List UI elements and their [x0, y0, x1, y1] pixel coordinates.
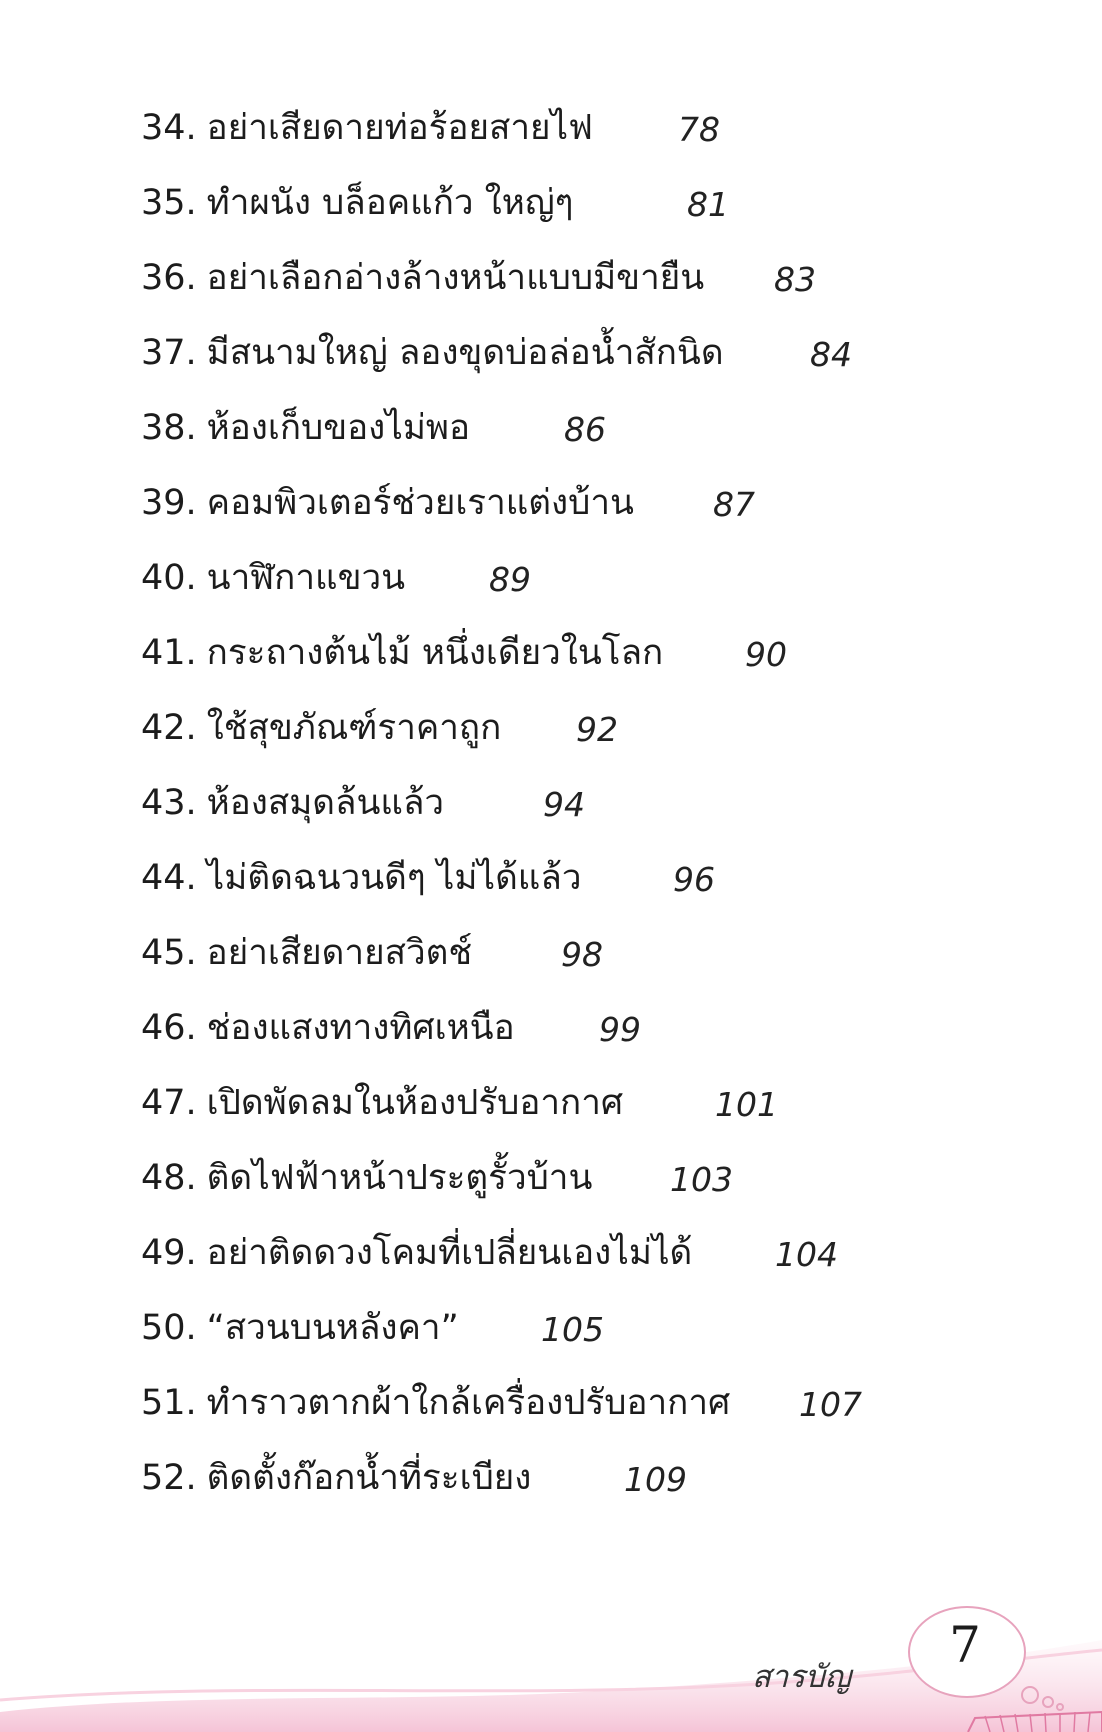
toc-entry-title: ไม่ติดฉนวนดีๆ ไม่ได้แล้ว	[206, 858, 582, 898]
toc-entry-title: อย่าเสียดายท่อร้อยสายไฟ	[206, 108, 593, 148]
toc-entry-page: 78	[678, 110, 720, 149]
toc-entry	[141, 471, 1041, 546]
toc-entry	[141, 1371, 1041, 1446]
toc-entry	[141, 1071, 1041, 1146]
toc-entry-number: 36.	[141, 258, 197, 298]
toc-entry-page: 90	[745, 635, 787, 674]
toc-entry-text	[141, 331, 724, 375]
toc-entry-title: คอมพิวเตอร์ช่วยเราแต่งบ้าน	[206, 483, 634, 523]
toc-entry-text	[141, 1381, 730, 1425]
toc-entry-title: อย่าเสียดายสวิตช์	[206, 933, 473, 973]
toc-entry-title: ติดไฟฟ้าหน้าประตูรั้วบ้าน	[206, 1158, 593, 1198]
toc-entry-page: 103	[670, 1160, 733, 1199]
toc-entry-title: ห้องเก็บของไม่พอ	[206, 408, 471, 448]
toc-entry-page: 107	[799, 1385, 862, 1424]
toc-entry-text	[141, 481, 634, 525]
toc-entry-number: 34.	[141, 108, 197, 148]
toc-entry	[141, 921, 1041, 996]
toc-entry-text	[141, 706, 501, 750]
toc-entry	[141, 1446, 1041, 1521]
toc-entry-title: ทำผนัง บล็อคแก้ว ใหญ่ๆ	[206, 183, 574, 223]
toc-entry-text	[141, 1081, 623, 1125]
toc-entry-number: 49.	[141, 1233, 197, 1273]
page-number: 7	[949, 1616, 981, 1674]
toc-entry-number: 42.	[141, 708, 197, 748]
toc-entry-number: 37.	[141, 333, 197, 373]
toc-entry-number: 35.	[141, 183, 197, 223]
toc-entry	[141, 246, 1041, 321]
toc-entry-page: 81	[687, 185, 729, 224]
toc-entry-number: 43.	[141, 783, 197, 823]
toc-entry	[141, 621, 1041, 696]
toc-entry-page: 109	[624, 1460, 687, 1499]
toc-entry-page: 101	[715, 1085, 778, 1124]
toc-entry-number: 51.	[141, 1383, 197, 1423]
table-of-contents	[141, 96, 1041, 1521]
toc-entry-number: 44.	[141, 858, 197, 898]
toc-entry	[141, 546, 1041, 621]
toc-entry-page: 96	[673, 860, 715, 899]
toc-entry-title: ห้องสมุดล้นแล้ว	[206, 783, 445, 823]
toc-entry-number: 48.	[141, 1158, 197, 1198]
toc-entry-text	[141, 931, 472, 975]
toc-entry-text	[141, 556, 405, 600]
toc-entry-title: นาฬิกาแขวน	[206, 558, 406, 598]
toc-entry-number: 38.	[141, 408, 197, 448]
toc-entry-number: 41.	[141, 633, 197, 673]
toc-entry-text	[141, 781, 444, 825]
toc-entry-page: 98	[561, 935, 603, 974]
toc-entry-page: 87	[713, 485, 755, 524]
toc-entry	[141, 846, 1041, 921]
toc-entry-page: 89	[489, 560, 531, 599]
toc-entry-text	[141, 256, 704, 300]
toc-entry-text	[141, 1006, 515, 1050]
toc-entry	[141, 396, 1041, 471]
toc-entry-number: 40.	[141, 558, 197, 598]
toc-entry-title: ทำราวตากผ้าใกล้เครื่องปรับอากาศ	[206, 1383, 731, 1423]
toc-entry	[141, 1146, 1041, 1221]
toc-entry	[141, 171, 1041, 246]
toc-entry-page: 86	[564, 410, 606, 449]
toc-entry-page: 84	[810, 335, 852, 374]
toc-entry-number: 39.	[141, 483, 197, 523]
toc-entry-title: ติดตั้งก๊อกน้ำที่ระเบียง	[206, 1458, 532, 1498]
toc-entry-page: 104	[775, 1235, 838, 1274]
toc-entry	[141, 1296, 1041, 1371]
toc-entry-title: เปิดพัดลมในห้องปรับอากาศ	[206, 1083, 624, 1123]
section-label: สารบัญ	[752, 1659, 852, 1695]
toc-entry-text	[141, 1231, 692, 1275]
toc-entry	[141, 996, 1041, 1071]
toc-entry	[141, 321, 1041, 396]
toc-entry-title: มีสนามใหญ่ ลองขุดบ่อล่อน้ำสักนิด	[206, 333, 724, 373]
toc-entry-title: อย่าเลือกอ่างล้างหน้าแบบมีขายืน	[206, 258, 705, 298]
toc-entry-number: 46.	[141, 1008, 197, 1048]
toc-entry-text	[141, 1306, 459, 1350]
toc-entry-page: 83	[774, 260, 816, 299]
toc-entry	[141, 1221, 1041, 1296]
toc-entry-title: ช่องแสงทางทิศเหนือ	[206, 1008, 515, 1048]
toc-entry-text	[141, 1156, 592, 1200]
toc-entry-page: 105	[541, 1310, 604, 1349]
toc-entry-text	[141, 406, 470, 450]
toc-entry-title: “สวนบนหลังคา”	[206, 1308, 459, 1348]
toc-entry-page: 92	[576, 710, 618, 749]
toc-entry-page: 99	[599, 1010, 641, 1049]
toc-entry-text	[141, 106, 593, 150]
toc-entry	[141, 696, 1041, 771]
toc-entry-number: 50.	[141, 1308, 197, 1348]
toc-entry-number: 45.	[141, 933, 197, 973]
toc-entry	[141, 96, 1041, 171]
toc-entry-text	[141, 856, 581, 900]
toc-entry-text	[141, 631, 663, 675]
toc-entry	[141, 771, 1041, 846]
toc-entry-number: 47.	[141, 1083, 197, 1123]
toc-entry-text	[141, 181, 573, 225]
toc-entry-number: 52.	[141, 1458, 197, 1498]
toc-entry-title: ใช้สุขภัณฑ์ราคาถูก	[206, 708, 502, 748]
toc-entry-title: อย่าติดดวงโคมที่เปลี่ยนเองไม่ได้	[206, 1233, 693, 1273]
toc-entry-page: 94	[543, 785, 585, 824]
toc-entry-text	[141, 1456, 531, 1500]
toc-entry-title: กระถางต้นไม้ หนึ่งเดียวในโลก	[206, 633, 664, 673]
